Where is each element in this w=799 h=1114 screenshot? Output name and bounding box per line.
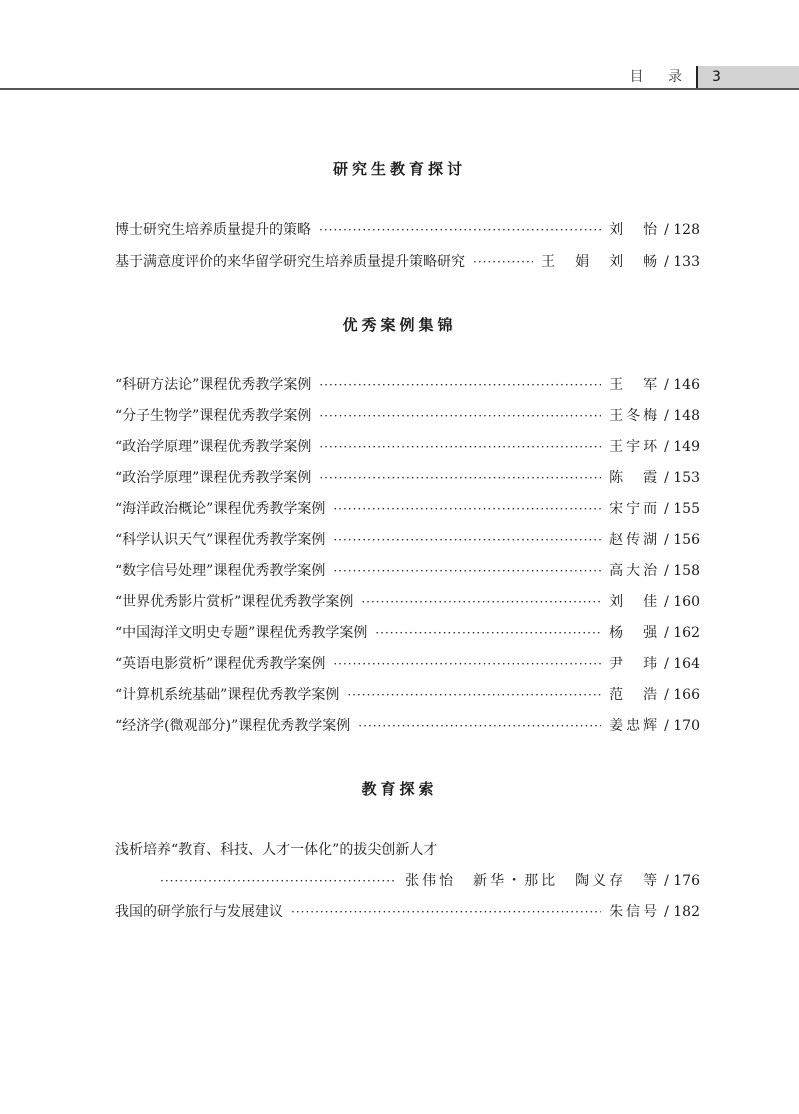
dot-leader bbox=[333, 529, 601, 551]
entry-page: / 155 bbox=[664, 501, 700, 517]
entry-author: 张伟怡 新华・那比 陶义存 等 bbox=[405, 873, 661, 889]
entry-page: / 146 bbox=[664, 377, 700, 393]
entry-author: 尹 玮 bbox=[609, 656, 661, 672]
toc-entry[interactable] bbox=[115, 374, 700, 396]
entry-author: 高大治 bbox=[609, 563, 661, 579]
entry-page: / 133 bbox=[664, 254, 700, 270]
section-title-education-exploration: 教育探索 bbox=[361, 780, 438, 798]
entry-author: 王冬梅 bbox=[609, 408, 661, 424]
entry-author: 朱信号 bbox=[609, 904, 661, 920]
entry-title: “计算机系统基础”课程优秀教学案例 bbox=[115, 687, 340, 703]
dot-leader bbox=[291, 901, 601, 923]
entry-author: 宋宁而 bbox=[609, 501, 661, 517]
entry-author: 王 娟 刘 畅 bbox=[541, 254, 661, 270]
entry-author: 王 军 bbox=[609, 377, 661, 393]
entry-title: “数字信号处理”课程优秀教学案例 bbox=[115, 563, 326, 579]
dot-leader bbox=[375, 622, 601, 644]
toc-entry[interactable] bbox=[115, 715, 700, 737]
entry-page: / 170 bbox=[664, 718, 700, 734]
entry-title: “政治学原理”课程优秀教学案例 bbox=[115, 439, 312, 455]
toc-entry[interactable] bbox=[115, 251, 700, 273]
toc-entry-author-line[interactable] bbox=[160, 870, 700, 892]
toc-entry[interactable] bbox=[115, 591, 700, 613]
entry-page: / 128 bbox=[664, 222, 700, 238]
toc-entry[interactable] bbox=[115, 467, 700, 489]
entry-title: “中国海洋文明史专题”课程优秀教学案例 bbox=[115, 625, 368, 641]
entry-title: “政治学原理”课程优秀教学案例 bbox=[115, 470, 312, 486]
toc-entry[interactable] bbox=[115, 436, 700, 458]
entry-title: 我国的研学旅行与发展建议 bbox=[115, 904, 283, 920]
dot-leader bbox=[361, 591, 601, 613]
entry-author: 刘 怡 bbox=[609, 222, 661, 238]
entry-author: 赵传湖 bbox=[609, 532, 661, 548]
dot-leader bbox=[333, 560, 601, 582]
toc-entry[interactable] bbox=[115, 498, 700, 520]
entry-page: / 158 bbox=[664, 563, 700, 579]
entry-title: 博士研究生培养质量提升的策略 bbox=[115, 222, 311, 238]
header-rule bbox=[0, 88, 799, 90]
entry-title: “经济学(微观部分)”课程优秀教学案例 bbox=[115, 718, 351, 734]
running-header-label: 目 录 bbox=[629, 69, 692, 85]
toc-entry[interactable] bbox=[115, 405, 700, 427]
entry-title: “海洋政治概论”课程优秀教学案例 bbox=[115, 501, 326, 517]
dot-leader bbox=[347, 684, 601, 706]
toc-entry[interactable] bbox=[115, 529, 700, 551]
entry-page: / 160 bbox=[664, 594, 700, 610]
entry-title: “科学认识天气”课程优秀教学案例 bbox=[115, 532, 326, 548]
entry-page: / 164 bbox=[664, 656, 700, 672]
dot-leader bbox=[319, 436, 601, 458]
entry-title: “分子生物学”课程优秀教学案例 bbox=[115, 408, 312, 424]
section-title-excellent-cases: 优秀案例集锦 bbox=[342, 316, 457, 334]
entry-author: 刘 佳 bbox=[609, 594, 661, 610]
toc-entry[interactable] bbox=[115, 560, 700, 582]
dot-leader bbox=[319, 405, 601, 427]
entry-page: / 162 bbox=[664, 625, 700, 641]
toc-entry[interactable] bbox=[115, 219, 700, 241]
toc-entry[interactable] bbox=[115, 684, 700, 706]
section-title-graduate-education: 研究生教育探讨 bbox=[332, 160, 466, 178]
entry-title: “世界优秀影片赏析”课程优秀教学案例 bbox=[115, 594, 354, 610]
entry-page: / 153 bbox=[664, 470, 700, 486]
dot-leader bbox=[473, 251, 533, 273]
toc-entry-title-line[interactable] bbox=[115, 839, 700, 861]
dot-leader bbox=[319, 374, 601, 396]
entry-title: “科研方法论”课程优秀教学案例 bbox=[115, 377, 312, 393]
toc-entry[interactable] bbox=[115, 653, 700, 675]
dot-leader bbox=[333, 653, 601, 675]
dot-leader bbox=[319, 467, 601, 489]
dot-leader bbox=[358, 715, 601, 737]
entry-title: 基于满意度评价的来华留学研究生培养质量提升策略研究 bbox=[115, 254, 465, 270]
page-number: 3 bbox=[712, 69, 721, 85]
entry-page: / 176 bbox=[664, 873, 700, 889]
entry-title: 浅析培养“教育、科技、人才一体化”的拔尖创新人才 bbox=[115, 842, 438, 858]
toc-entry[interactable] bbox=[115, 901, 700, 923]
toc-entry[interactable] bbox=[115, 622, 700, 644]
entry-page: / 149 bbox=[664, 439, 700, 455]
entry-page: / 156 bbox=[664, 532, 700, 548]
dot-leader bbox=[160, 870, 397, 892]
entry-author: 杨 强 bbox=[609, 625, 661, 641]
entry-title: “英语电影赏析”课程优秀教学案例 bbox=[115, 656, 326, 672]
entry-author: 王宇环 bbox=[609, 439, 661, 455]
entry-page: / 182 bbox=[664, 904, 700, 920]
entry-page: / 148 bbox=[664, 408, 700, 424]
entry-page: / 166 bbox=[664, 687, 700, 703]
page-number-tab bbox=[696, 66, 799, 88]
entry-author: 范 浩 bbox=[609, 687, 661, 703]
entry-author: 陈 霞 bbox=[609, 470, 661, 486]
entry-author: 姜忠辉 bbox=[609, 718, 661, 734]
dot-leader bbox=[333, 498, 601, 520]
dot-leader bbox=[319, 219, 601, 241]
